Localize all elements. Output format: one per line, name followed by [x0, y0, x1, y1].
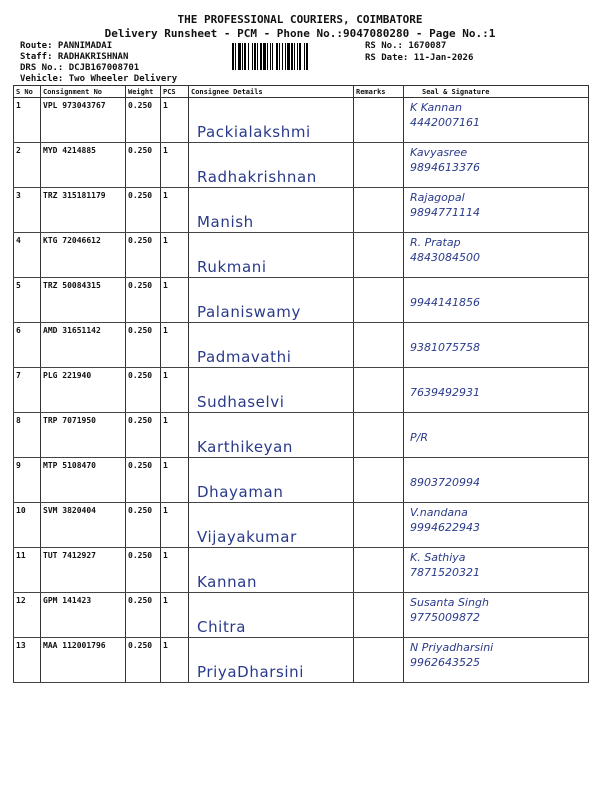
table-row [14, 593, 589, 638]
remarks-cell [354, 413, 404, 458]
table-row [14, 233, 589, 278]
serial-number: 9 [14, 458, 41, 503]
signature-cell [404, 143, 589, 188]
consignee-name: Karthikeyan [197, 438, 294, 456]
consignee-cell [189, 368, 354, 413]
signature-phone: 9962643525 [410, 656, 480, 669]
weight: 0.250 [126, 233, 161, 278]
signature-phone: 9894771114 [410, 206, 480, 219]
pieces: 1 [161, 638, 189, 683]
drs-number: DRS No.: DCJB167008701 [20, 63, 140, 73]
serial-number: 5 [14, 278, 41, 323]
consignee-name: Manish [197, 213, 254, 231]
table-row [14, 458, 589, 503]
signature-name: Rajagopal [410, 191, 465, 204]
column-header: PCS [161, 86, 189, 98]
signature-name: K Kannan [410, 101, 462, 114]
consignee-cell [189, 413, 354, 458]
table-header-row [14, 86, 589, 98]
signature-cell [404, 98, 589, 143]
pieces: 1 [161, 278, 189, 323]
signature-name: N Priyadharsini [410, 641, 494, 654]
column-header: S No [14, 86, 41, 98]
table-row [14, 548, 589, 593]
consignee-cell [189, 143, 354, 188]
signature-cell [404, 323, 589, 368]
remarks-cell [354, 593, 404, 638]
signature-cell [404, 233, 589, 278]
signature-phone: 9994622943 [410, 521, 480, 534]
signature-cell [404, 548, 589, 593]
signature-phone: 7871520321 [410, 566, 480, 579]
consignment-number: TRP 7071950 [41, 413, 126, 458]
signature-phone: 9894613376 [410, 161, 480, 174]
consignee-cell [189, 458, 354, 503]
consignee-name: Chitra [197, 618, 246, 636]
consignee-name: Vijayakumar [197, 528, 297, 546]
weight: 0.250 [126, 143, 161, 188]
remarks-cell [354, 188, 404, 233]
signature-cell [404, 188, 589, 233]
pieces: 1 [161, 188, 189, 233]
table-row [14, 413, 589, 458]
consignee-name: PriyaDharsini [197, 663, 305, 681]
weight: 0.250 [126, 278, 161, 323]
barcode [232, 43, 362, 70]
vehicle-label: Vehicle: Two Wheeler Delivery [20, 74, 178, 84]
consignee-name: Radhakrishnan [197, 168, 317, 186]
signature-name: K. Sathiya [410, 551, 466, 564]
remarks-cell [354, 638, 404, 683]
serial-number: 2 [14, 143, 41, 188]
pieces: 1 [161, 98, 189, 143]
consignment-number: AMD 31651142 [41, 323, 126, 368]
runsheet-table [13, 85, 589, 683]
rs-number: RS No.: 1670087 [365, 41, 447, 51]
consignee-cell [189, 638, 354, 683]
pieces: 1 [161, 548, 189, 593]
consignee-cell [189, 98, 354, 143]
consignment-number: MAA 112001796 [41, 638, 126, 683]
consignment-number: TRZ 50084315 [41, 278, 126, 323]
serial-number: 10 [14, 503, 41, 548]
serial-number: 12 [14, 593, 41, 638]
serial-number: 11 [14, 548, 41, 593]
pieces: 1 [161, 233, 189, 278]
consignee-cell [189, 323, 354, 368]
signature-cell [404, 593, 589, 638]
route-label: Route: PANNIMADAI [20, 41, 113, 51]
signature-phone: 7639492931 [410, 386, 480, 399]
remarks-cell [354, 278, 404, 323]
serial-number: 8 [14, 413, 41, 458]
weight: 0.250 [126, 458, 161, 503]
signature-cell [404, 278, 589, 323]
consignment-number: MYD 4214885 [41, 143, 126, 188]
consignment-number: GPM 141423 [41, 593, 126, 638]
serial-number: 3 [14, 188, 41, 233]
signature-name: R. Pratap [410, 236, 461, 249]
company-name: THE PROFESSIONAL COURIERS, COIMBATORE [177, 13, 423, 26]
weight: 0.250 [126, 188, 161, 233]
consignment-number: MTP 5108470 [41, 458, 126, 503]
consignee-name: Rukmani [197, 258, 267, 276]
signature-phone: 4442007161 [410, 116, 480, 129]
rs-date: RS Date: 11-Jan-2026 [365, 53, 474, 63]
column-header: Consignee Details [189, 86, 354, 98]
table-row [14, 368, 589, 413]
pieces: 1 [161, 413, 189, 458]
column-header: Remarks [354, 86, 404, 98]
consignee-cell [189, 593, 354, 638]
remarks-cell [354, 548, 404, 593]
serial-number: 13 [14, 638, 41, 683]
weight: 0.250 [126, 593, 161, 638]
signature-cell [404, 413, 589, 458]
weight: 0.250 [126, 548, 161, 593]
weight: 0.250 [126, 638, 161, 683]
table-row [14, 98, 589, 143]
remarks-cell [354, 323, 404, 368]
runsheet-title: Delivery Runsheet - PCM - Phone No.:9047080280 - Page No.:1 [104, 27, 496, 40]
column-header: Weight [126, 86, 161, 98]
consignee-cell [189, 503, 354, 548]
pieces: 1 [161, 368, 189, 413]
signature-phone: 9944141856 [410, 296, 480, 309]
consignee-name: Sudhaselvi [197, 393, 285, 411]
serial-number: 7 [14, 368, 41, 413]
signature-phone: 8903720994 [410, 476, 480, 489]
remarks-cell [354, 233, 404, 278]
weight: 0.250 [126, 503, 161, 548]
column-header: Consignment No [41, 86, 126, 98]
signature-phone: 9775009872 [410, 611, 480, 624]
consignment-number: SVM 3820404 [41, 503, 126, 548]
table-row [14, 143, 589, 188]
remarks-cell [354, 98, 404, 143]
column-header: Seal & Signature [404, 86, 589, 98]
weight: 0.250 [126, 98, 161, 143]
serial-number: 4 [14, 233, 41, 278]
serial-number: 6 [14, 323, 41, 368]
consignee-name: Packialakshmi [197, 123, 311, 141]
serial-number: 1 [14, 98, 41, 143]
table-row [14, 323, 589, 368]
consignment-number: TRZ 315181179 [41, 188, 126, 233]
consignment-number: KTG 72046612 [41, 233, 126, 278]
signature-phone: P/R [410, 431, 428, 444]
signature-cell [404, 458, 589, 503]
consignee-cell [189, 188, 354, 233]
table-row [14, 278, 589, 323]
table-row [14, 638, 589, 683]
consignee-name: Kannan [197, 573, 258, 591]
remarks-cell [354, 503, 404, 548]
pieces: 1 [161, 143, 189, 188]
signature-cell [404, 638, 589, 683]
consignment-number: VPL 973043767 [41, 98, 126, 143]
pieces: 1 [161, 503, 189, 548]
consignee-cell [189, 278, 354, 323]
table-row [14, 188, 589, 233]
signature-cell [404, 503, 589, 548]
table-row [14, 503, 589, 548]
consignment-number: PLG 221940 [41, 368, 126, 413]
weight: 0.250 [126, 413, 161, 458]
weight: 0.250 [126, 323, 161, 368]
pieces: 1 [161, 593, 189, 638]
signature-phone: 4843084500 [410, 251, 480, 264]
staff-label: Staff: RADHAKRISHNAN [20, 52, 129, 62]
remarks-cell [354, 368, 404, 413]
signature-name: Susanta Singh [410, 596, 489, 609]
consignee-name: Palaniswamy [197, 303, 301, 321]
consignee-name: Padmavathi [197, 348, 292, 366]
signature-name: V.nandana [410, 506, 468, 519]
remarks-cell [354, 458, 404, 503]
pieces: 1 [161, 458, 189, 503]
consignee-cell [189, 233, 354, 278]
signature-cell [404, 368, 589, 413]
consignee-name: Dhayaman [197, 483, 284, 501]
consignment-number: TUT 7412927 [41, 548, 126, 593]
pieces: 1 [161, 323, 189, 368]
signature-phone: 9381075758 [410, 341, 480, 354]
consignee-cell [189, 548, 354, 593]
remarks-cell [354, 143, 404, 188]
signature-name: Kavyasree [410, 146, 468, 159]
weight: 0.250 [126, 368, 161, 413]
